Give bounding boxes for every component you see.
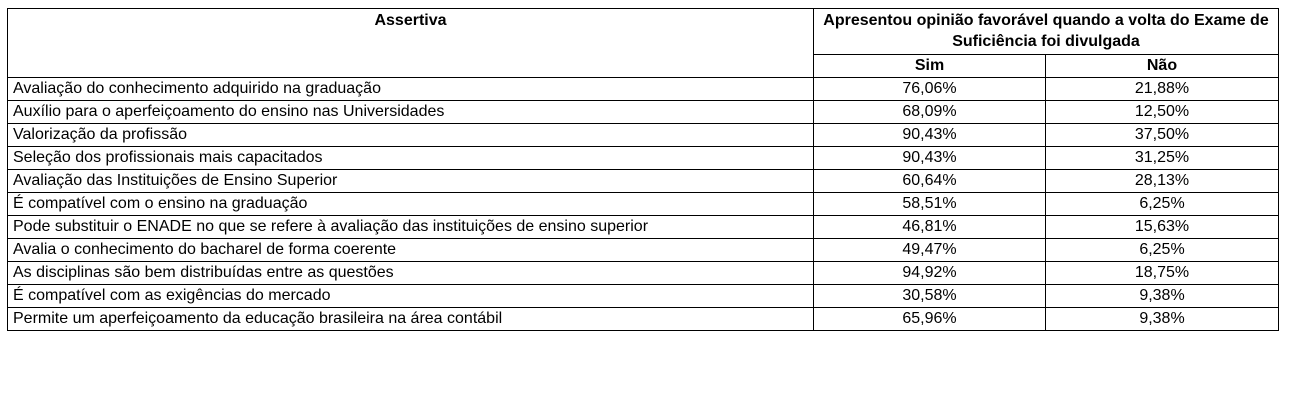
row-nao-value: 28,13% (1046, 170, 1279, 193)
row-nao-value: 15,63% (1046, 216, 1279, 239)
row-sim-value: 60,64% (814, 170, 1046, 193)
table-row (8, 78, 1279, 101)
row-sim-value: 90,43% (814, 124, 1046, 147)
results-table (7, 8, 1279, 331)
column-header-assertiva: Assertiva (8, 9, 814, 78)
row-label: As disciplinas são bem distribuídas entre as questões (8, 262, 814, 285)
header-row-top (8, 9, 1279, 55)
row-nao-value: 37,50% (1046, 124, 1279, 147)
row-label: Valorização da profissão (8, 124, 814, 147)
row-nao-value: 21,88% (1046, 78, 1279, 101)
row-sim-value: 58,51% (814, 193, 1046, 216)
table-container (7, 8, 1279, 331)
column-group-header: Apresentou opinião favorável quando a volta do Exame de Suficiência foi divulgada (814, 9, 1279, 55)
row-sim-value: 49,47% (814, 239, 1046, 262)
table-row (8, 193, 1279, 216)
row-label: Auxílio para o aperfeiçoamento do ensino nas Universidades (8, 101, 814, 124)
row-label: Avaliação do conhecimento adquirido na graduação (8, 78, 814, 101)
column-header-nao: Não (1046, 55, 1279, 78)
row-label: Avaliação das Instituições de Ensino Superior (8, 170, 814, 193)
row-label: Pode substituir o ENADE no que se refere à avaliação das instituições de ensino superior (8, 216, 814, 239)
row-sim-value: 46,81% (814, 216, 1046, 239)
row-label: Permite um aperfeiçoamento da educação brasileira na área contábil (8, 308, 814, 331)
table-row (8, 147, 1279, 170)
row-sim-value: 94,92% (814, 262, 1046, 285)
row-sim-value: 68,09% (814, 101, 1046, 124)
row-sim-value: 76,06% (814, 78, 1046, 101)
row-label: Seleção dos profissionais mais capacitados (8, 147, 814, 170)
row-sim-value: 30,58% (814, 285, 1046, 308)
table-row (8, 216, 1279, 239)
row-nao-value: 6,25% (1046, 239, 1279, 262)
table-row (8, 285, 1279, 308)
table-row (8, 262, 1279, 285)
table-header (8, 9, 1279, 78)
column-header-sim: Sim (814, 55, 1046, 78)
table-row (8, 124, 1279, 147)
row-nao-value: 31,25% (1046, 147, 1279, 170)
row-nao-value: 18,75% (1046, 262, 1279, 285)
table-row (8, 239, 1279, 262)
row-nao-value: 9,38% (1046, 285, 1279, 308)
table-body (8, 78, 1279, 331)
row-label: Avalia o conhecimento do bacharel de forma coerente (8, 239, 814, 262)
row-label: É compatível com as exigências do mercado (8, 285, 814, 308)
row-sim-value: 65,96% (814, 308, 1046, 331)
table-row (8, 170, 1279, 193)
table-row (8, 101, 1279, 124)
row-sim-value: 90,43% (814, 147, 1046, 170)
row-nao-value: 6,25% (1046, 193, 1279, 216)
row-nao-value: 12,50% (1046, 101, 1279, 124)
row-label: É compatível com o ensino na graduação (8, 193, 814, 216)
row-nao-value: 9,38% (1046, 308, 1279, 331)
table-row (8, 308, 1279, 331)
